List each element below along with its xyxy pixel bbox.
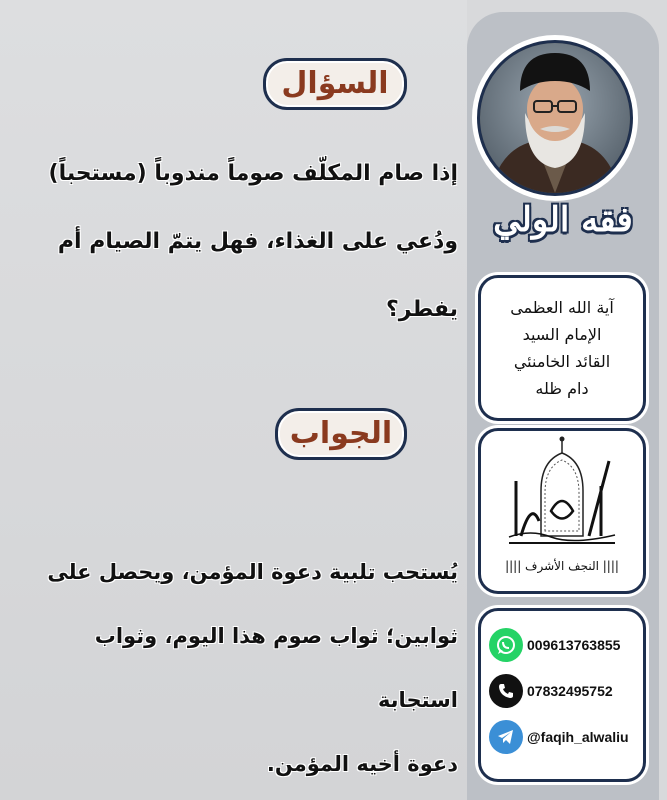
portrait-image [477, 40, 633, 196]
title-line: القائد الخامنئي [513, 352, 611, 371]
question-text [40, 140, 458, 344]
contact-whatsapp[interactable] [489, 627, 620, 663]
office-emblem-icon [481, 431, 643, 556]
telegram-handle: @faqih_alwaliu [527, 729, 629, 745]
question-line: ودُعي على الغذاء، فهل يتمّ الصيام أم [57, 229, 458, 254]
whatsapp-number: 009613763855 [527, 637, 621, 653]
contact-telegram[interactable] [489, 719, 629, 755]
answer-line: ثوابين؛ ثواب صوم هذا اليوم، وثواب استجابة [94, 624, 458, 712]
contact-phone[interactable] [489, 673, 613, 709]
title-line: آية الله العظمى [510, 298, 614, 317]
answer-text [40, 540, 458, 796]
answer-line: دعوة أخيه المؤمن. [266, 752, 458, 776]
phone-number: 07832495752 [527, 683, 613, 699]
portrait-illustration [480, 43, 630, 193]
answer-label: الجواب [275, 408, 407, 460]
phone-icon [489, 674, 523, 708]
question-line: يفطر؟ [386, 297, 458, 322]
title-line: دام ظله [535, 379, 589, 398]
brand-logo-text: فقه الولي [493, 200, 633, 240]
question-line: إذا صام المكلّف صوماً مندوباً (مستحباً) [48, 161, 458, 186]
question-label: السؤال [263, 58, 407, 110]
telegram-icon [489, 720, 523, 754]
answer-line: يُستحب تلبية دعوة المؤمن، ويحصل على [47, 560, 458, 584]
office-logo-box [478, 428, 646, 594]
whatsapp-icon [489, 628, 523, 662]
office-location-caption: |||| النجف الأشرف |||| [505, 559, 619, 573]
title-line: الإمام السيد [522, 325, 602, 344]
contact-box [478, 608, 646, 782]
title-box [478, 275, 646, 421]
